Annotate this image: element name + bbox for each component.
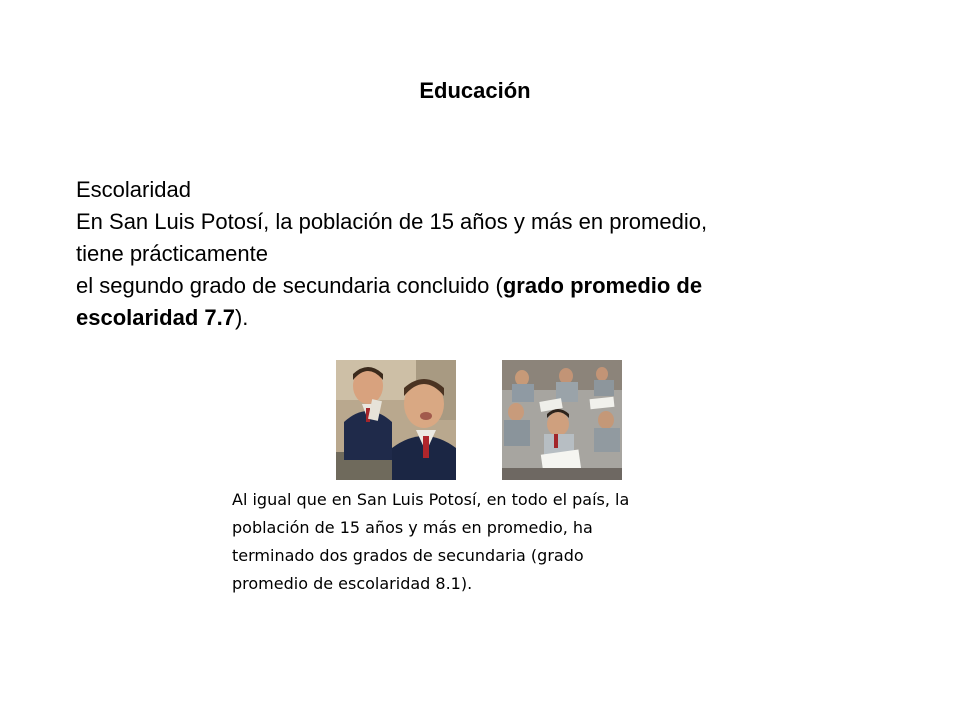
national-comparison-note — [232, 486, 732, 598]
note-line-4: promedio de escolaridad 8.1). — [232, 574, 473, 593]
note-line-3: terminado dos grados de secundaria (grado — [232, 546, 584, 565]
section-text-line-2: tiene prácticamente — [76, 241, 268, 266]
section-text-line-3-prefix: el segundo grado de secundaria concluido ( — [76, 273, 503, 298]
students-portrait-photo — [336, 360, 456, 480]
section-text-line-1: En San Luis Potosí, la población de 15 años y más en promedio, — [76, 209, 708, 234]
section-text-line-3-bold: grado promedio de — [502, 273, 703, 298]
escolaridad-section — [76, 174, 866, 334]
note-line-2: población de 15 años y más en promedio, ha — [232, 518, 593, 537]
section-text-line-4-bold: escolaridad 7.7 — [76, 305, 235, 330]
section-text-line-4-suffix: ). — [234, 305, 249, 330]
section-text-line-3 — [76, 270, 866, 302]
page-title: Educación — [419, 78, 531, 103]
classroom-photo — [502, 360, 622, 480]
section-text-line-4 — [76, 302, 866, 334]
note-line-1: Al igual que en San Luis Potosí, en todo el país, la — [232, 490, 630, 509]
section-heading: Escolaridad — [76, 177, 191, 202]
